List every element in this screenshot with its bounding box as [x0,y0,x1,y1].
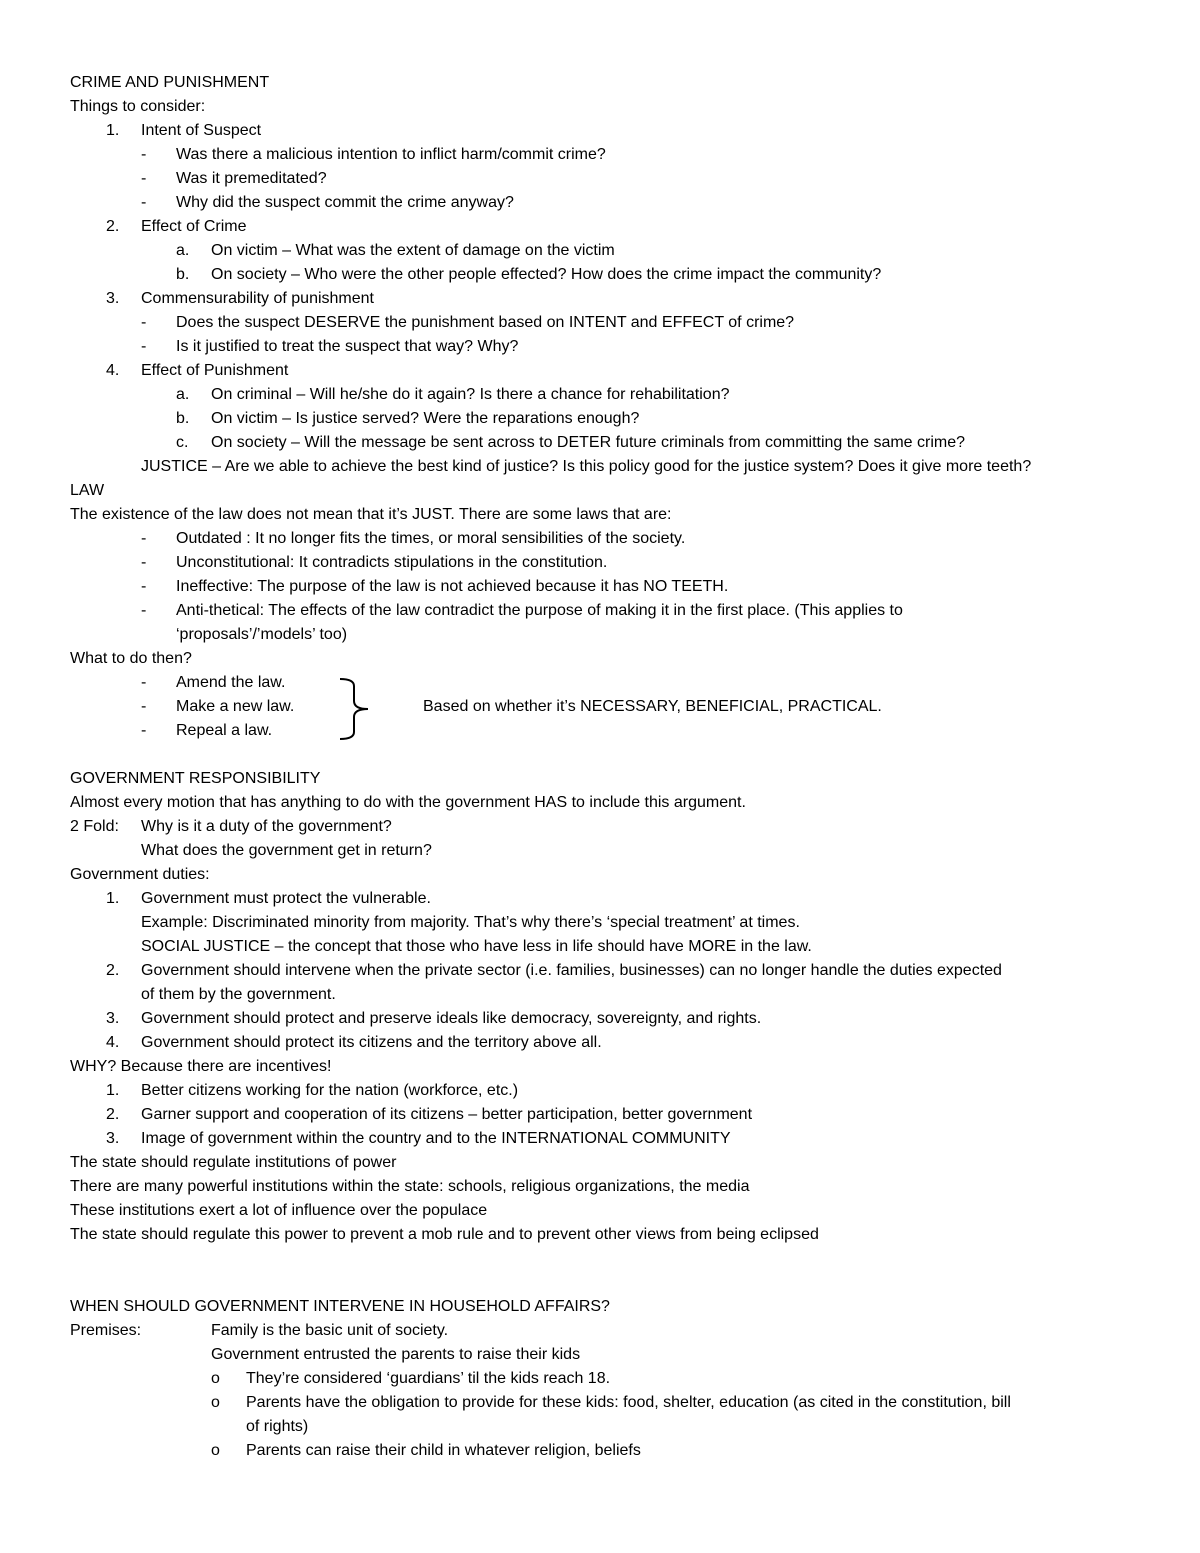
bullet-item: Is it justified to treat the suspect that way? Why? [176,338,519,355]
bullet-item: Make a new law. [176,698,295,715]
numbered-item: Better citizens working for the nation (workforce, etc.) [141,1082,519,1099]
curly-brace-icon [338,678,378,740]
list-marker: b. [176,410,190,427]
numbered-item: Government should intervene when the private sector (i.e. families, businesses) can no longer handle the duties expected [141,962,1002,979]
body-line: The state should regulate this power to prevent a mob rule and to prevent other views from being eclipsed [70,1226,819,1243]
bullet-item: Was there a malicious intention to inflict harm/commit crime? [176,146,606,163]
bullet-item: Repeal a law. [176,722,273,739]
list-marker: o [211,1394,220,1411]
list-marker: - [141,194,147,211]
brace-note: Based on whether it’s NECESSARY, BENEFICIAL, PRACTICAL. [423,698,882,715]
continuation-line: Example: Discriminated minority from majority. That’s why there’s ‘special treatment’ at times. [141,914,800,931]
bullet-item: Outdated : It no longer fits the times, or moral sensibilities of the society. [176,530,686,547]
numbered-item: Government should protect its citizens and the territory above all. [141,1034,602,1051]
list-marker: - [141,602,147,619]
numbered-item: Commensurability of punishment [141,290,374,307]
circle-bullet-item: They’re considered ‘guardians’ til the kids reach 18. [246,1370,611,1387]
section-heading-crime: CRIME AND PUNISHMENT [70,74,270,91]
list-marker: b. [176,266,190,283]
list-marker: 1. [106,122,120,139]
lettered-item: On victim – Is justice served? Were the reparations enough? [211,410,640,427]
continuation-line: Government entrusted the parents to raise their kids [211,1346,581,1363]
continuation-line: SOCIAL JUSTICE – the concept that those who have less in life should have MORE in the law. [141,938,812,955]
list-marker: 2. [106,962,120,979]
list-marker: - [141,578,147,595]
list-marker: - [141,674,147,691]
list-marker: 3. [106,1130,120,1147]
list-marker: Premises: [70,1322,142,1339]
lettered-item: On society – Will the message be sent across to DETER future criminals from committing the same crime? [211,434,966,451]
numbered-item: Image of government within the country and to the INTERNATIONAL COMMUNITY [141,1130,731,1147]
continuation-line: ‘proposals’/’models’ too) [176,626,348,643]
list-marker: - [141,722,147,739]
circle-bullet-item: Parents can raise their child in whatever religion, beliefs [246,1442,641,1459]
body-line: Almost every motion that has anything to do with the government HAS to include this argument. [70,794,746,811]
circle-bullet-item: Parents have the obligation to provide for these kids: food, shelter, education (as cited in the constitution, bill [246,1394,1011,1411]
bullet-item: Ineffective: The purpose of the law is not achieved because it has NO TEETH. [176,578,729,595]
lettered-item: On criminal – Will he/she do it again? Is there a chance for rehabilitation? [211,386,730,403]
body-line: What to do then? [70,650,192,667]
continuation-line: of them by the government. [141,986,336,1003]
body-line: The state should regulate institutions of power [70,1154,397,1171]
bullet-item: Anti-thetical: The effects of the law contradict the purpose of making it in the first place. (This applies to [176,602,903,619]
list-marker: 3. [106,290,120,307]
body-line: The existence of the law does not mean that it’s JUST. There are some laws that are: [70,506,672,523]
list-marker: - [141,698,147,715]
justice-line: JUSTICE – Are we able to achieve the best kind of justice? Is this policy good for the justice system? Does it give more teeth? [141,458,1032,475]
list-marker: 3. [106,1010,120,1027]
list-marker: 2. [106,218,120,235]
numbered-item: Government should protect and preserve ideals like democracy, sovereignty, and rights. [141,1010,762,1027]
numbered-item: Government must protect the vulnerable. [141,890,431,907]
list-marker: 1. [106,890,120,907]
two-fold-line: Why is it a duty of the government? [141,818,392,835]
continuation-line: What does the government get in return? [141,842,432,859]
body-line: WHY? Because there are incentives! [70,1058,332,1075]
lettered-item: On society – Who were the other people effected? How does the crime impact the community? [211,266,882,283]
intro-line: Things to consider: [70,98,206,115]
body-line: Government duties: [70,866,210,883]
lettered-item: On victim – What was the extent of damage on the victim [211,242,615,259]
body-line: These institutions exert a lot of influence over the populace [70,1202,488,1219]
list-marker: c. [176,434,189,451]
numbered-item: Intent of Suspect [141,122,262,139]
list-marker: o [211,1370,220,1387]
body-line: There are many powerful institutions within the state: schools, religious organizations, the media [70,1178,750,1195]
bullet-item: Amend the law. [176,674,286,691]
list-marker: 4. [106,1034,120,1051]
bullet-item: Does the suspect DESERVE the punishment based on INTENT and EFFECT of crime? [176,314,795,331]
numbered-item: Garner support and cooperation of its citizens – better participation, better government [141,1106,753,1123]
numbered-item: Effect of Punishment [141,362,289,379]
section-heading-law: LAW [70,482,105,499]
list-marker: - [141,170,147,187]
numbered-item: Effect of Crime [141,218,247,235]
section-heading-household: WHEN SHOULD GOVERNMENT INTERVENE IN HOUSEHOLD AFFAIRS? [70,1298,610,1315]
list-marker: - [141,530,147,547]
bullet-item: Why did the suspect commit the crime anyway? [176,194,514,211]
continuation-line: of rights) [246,1418,309,1435]
bullet-item: Unconstitutional: It contradicts stipulations in the constitution. [176,554,608,571]
list-marker: 2. [106,1106,120,1123]
premises-line: Family is the basic unit of society. [211,1322,449,1339]
list-marker: - [141,314,147,331]
bullet-item: Was it premeditated? [176,170,327,187]
list-marker: - [141,338,147,355]
list-marker: - [141,554,147,571]
list-marker: a. [176,242,190,259]
list-marker: 4. [106,362,120,379]
list-marker: o [211,1442,220,1459]
list-marker: a. [176,386,190,403]
list-marker: 2 Fold: [70,818,119,835]
list-marker: 1. [106,1082,120,1099]
list-marker: - [141,146,147,163]
section-heading-government: GOVERNMENT RESPONSIBILITY [70,770,321,787]
